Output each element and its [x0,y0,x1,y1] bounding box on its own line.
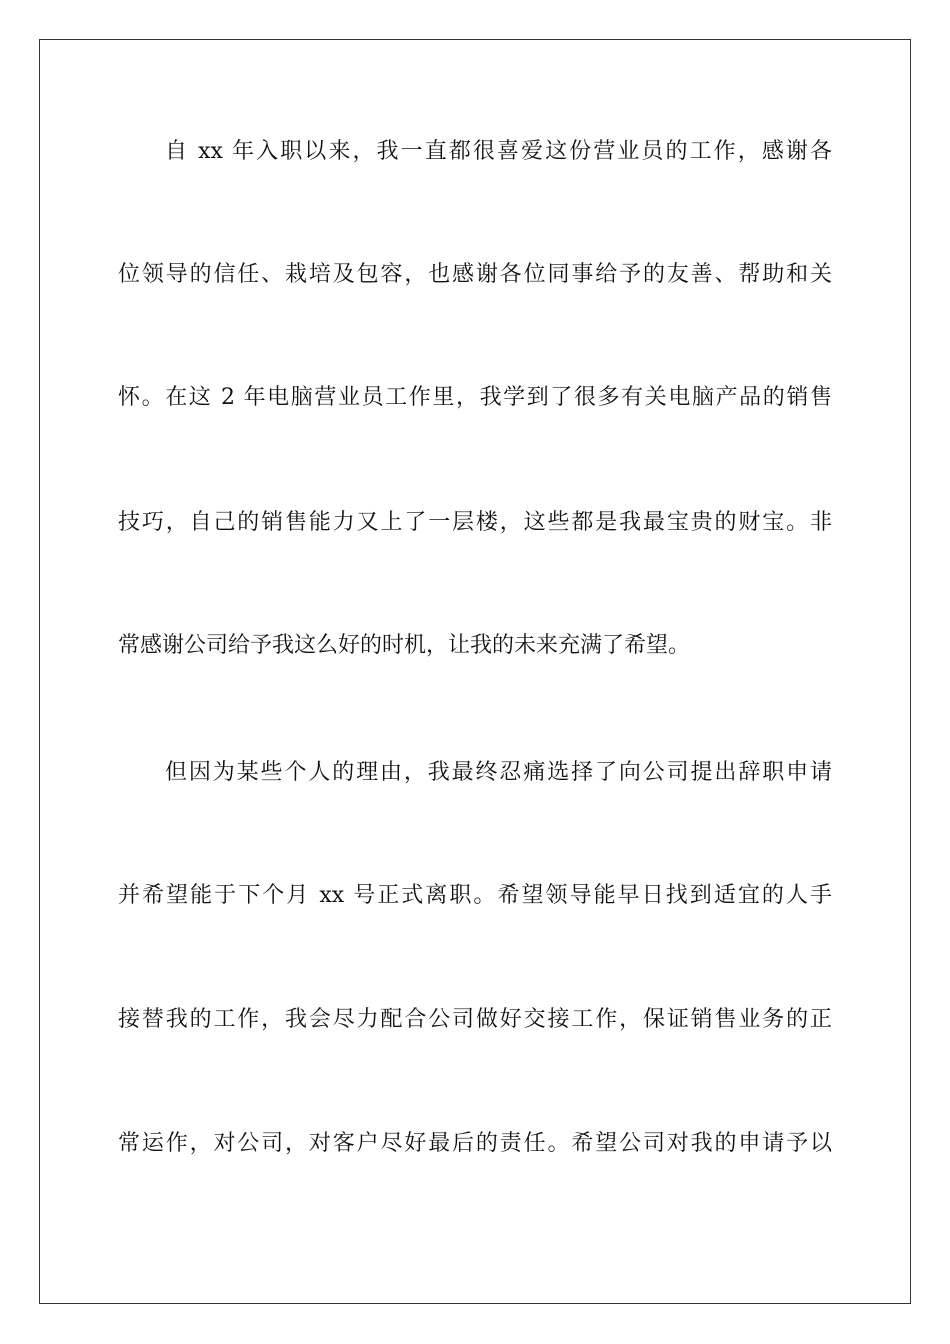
text-line: 常运作，对公司，对客户尽好最后的责任。希望公司对我的申请予以 [118,1131,832,1156]
text-line: 自 xx 年入职以来，我一直都很喜爱这份营业员的工作，感谢各 [165,139,832,164]
text-line: 常感谢公司给予我这么好的时机，让我的未来充满了希望。 [118,633,691,658]
text-line: 并希望能于下个月 xx 号正式离职。希望领导能早日找到适宜的人手 [118,883,832,908]
text-line: 接替我的工作，我会尽力配合公司做好交接工作，保证销售业务的正 [118,1007,832,1032]
text-line: 怀。在这 2 年电脑营业员工作里，我学到了很多有关电脑产品的销售 [118,385,832,410]
page-border [39,39,911,1304]
text-line: 但因为某些个人的理由，我最终忍痛选择了向公司提出辞职申请 [165,760,832,785]
text-line: 位领导的信任、栽培及包容，也感谢各位同事给予的友善、帮助和关 [118,262,832,287]
text-line: 技巧，自己的销售能力又上了一层楼，这些都是我最宝贵的财宝。非 [118,510,832,535]
